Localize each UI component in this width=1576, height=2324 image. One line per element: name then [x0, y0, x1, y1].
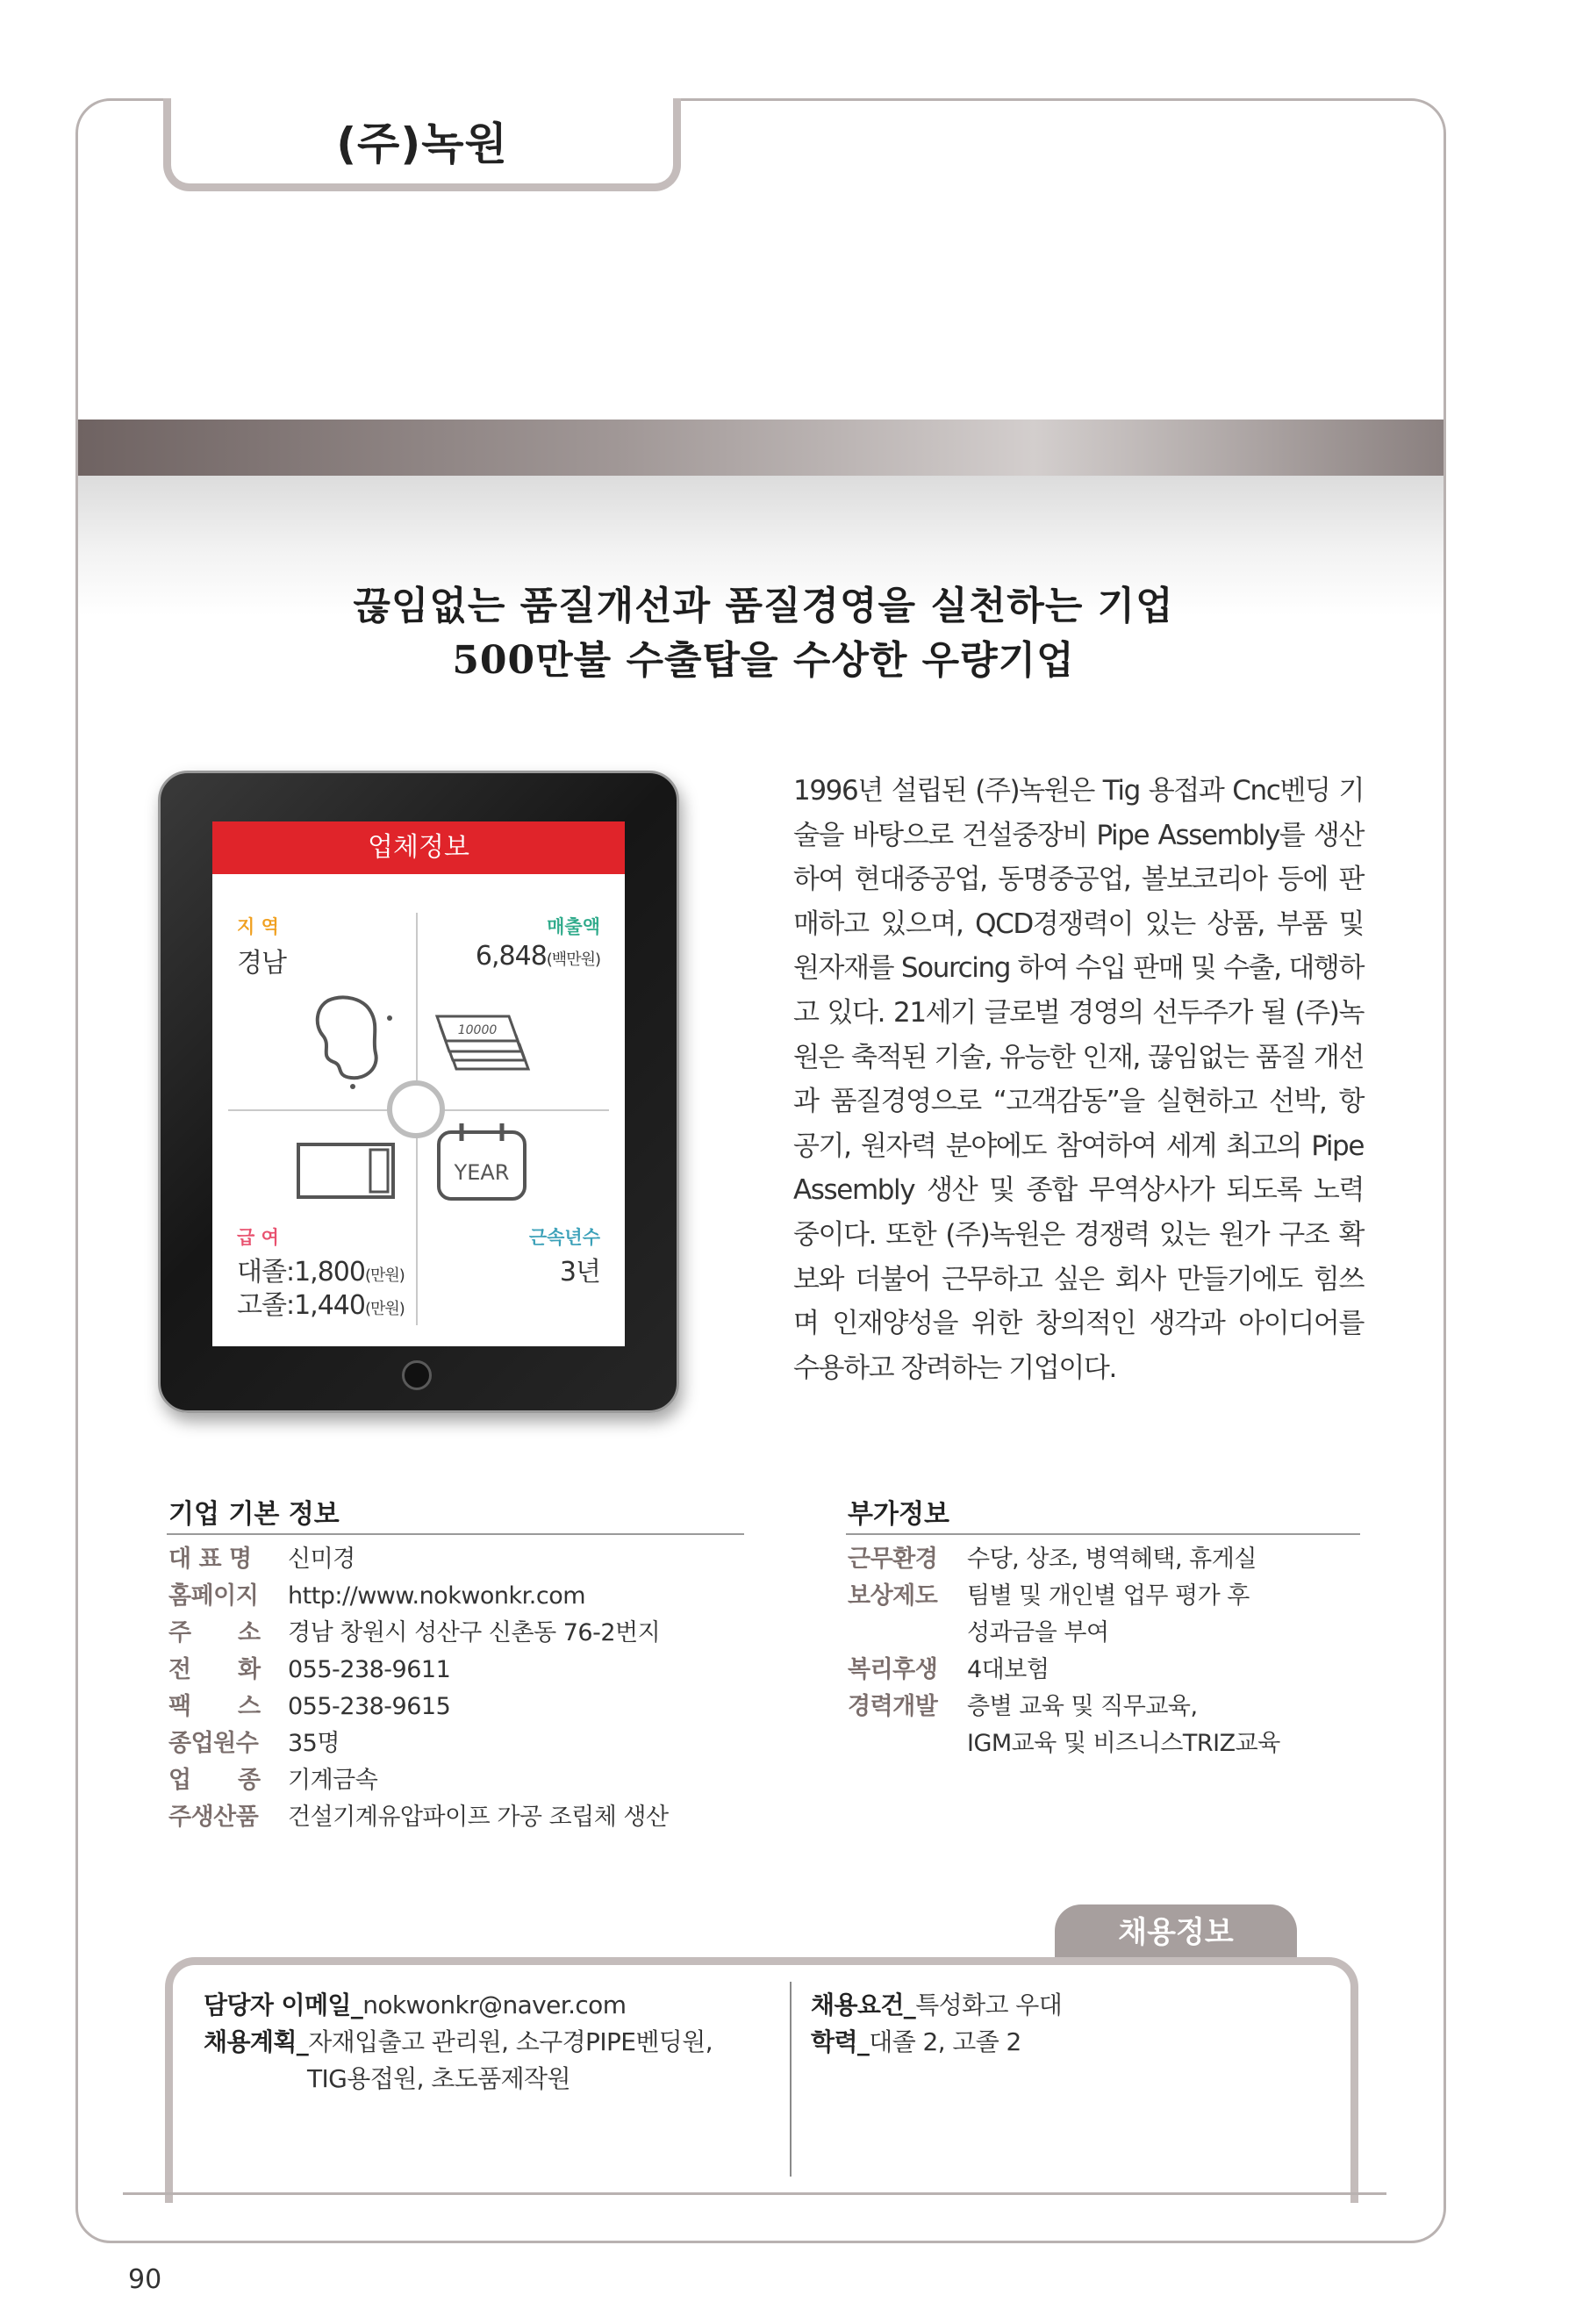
- info-label: 전 화: [168, 1656, 261, 1683]
- company-intro-paragraph: 1996년 설립된 (주)녹원은 Tig 용접과 Cnc벤딩 기술을 바탕으로 건설중장비 Pipe Assembly를 생산하여 현대중공업, 동명중공업, 볼보코리아 등에 판매하고 있으며, QCD경쟁력이 있는 상품, 부품 및 원자재를 Sourcing 하여 수입 판매 및 수출, 대행하고 있다. 21세기 글로벌 경영의 선두주가 될 (주)녹원은 축적된 기술, 유능한 인재, 끊임없는 품질 개선과 품질경영으로 “고객감동”을 실현하고 선박, 항공기, 원자력 분야에도 참여하여 세계 최고의 Pipe Assembly 생산 및 종합 무역상사가 되도록 노력 중이다. 또한 (주)녹원은 경쟁력 있는 원가 구조 확보와 더불어 근무하고 싶은 회사 만들기에도 힘쓰며 인재양성을 위한 창의적인 생각과 아이디어를 수용하고 장려하는 기업이다.: [793, 775, 1364, 1384]
- page-number: 90: [128, 2264, 162, 2295]
- basic-info-title: 기업 기본 정보: [168, 1499, 340, 1530]
- recruit-email-label: 담당자 이메일_: [204, 1990, 363, 2019]
- sales-unit: (백만원): [546, 950, 600, 969]
- basic-info-row: [168, 1725, 748, 1762]
- info-label: 팩 스: [168, 1693, 261, 1720]
- info-value: 층별 교육 및 직무교육,: [967, 1693, 1198, 1720]
- recruit-plan-row-cont: [204, 2061, 713, 2098]
- info-label: 대 표 명: [168, 1546, 252, 1573]
- salary-college: 대졸:1,800: [237, 1257, 365, 1288]
- extra-info-title: 부가정보: [848, 1499, 949, 1530]
- money-icon-text: 10000: [457, 1023, 498, 1037]
- recruit-condition-label: 채용요건_: [811, 1990, 916, 2019]
- info-value: 성과금을 부여: [967, 1619, 1109, 1646]
- recruit-tab: 채용정보: [1055, 1904, 1297, 1961]
- salary-label: 급 여: [237, 1227, 279, 1248]
- bottom-rule: [123, 2192, 1386, 2195]
- salary-high-unit: (만원): [364, 1300, 405, 1318]
- recruit-edu-row: [811, 2024, 1062, 2061]
- extra-info-row: [848, 1541, 1365, 1578]
- basic-info-row: [168, 1578, 748, 1615]
- company-name: (주)녹원: [336, 118, 508, 169]
- recruit-edu-value: 대졸 2, 고졸 2: [869, 2027, 1021, 2056]
- headline-line-2: 500만불 수출탑을 수상한 우량기업: [452, 638, 1075, 683]
- extra-info-row: [848, 1652, 1365, 1689]
- tenure-value: 3년: [559, 1257, 600, 1288]
- sales-value-line: [421, 941, 600, 972]
- extra-info-row-cont: [848, 1725, 1365, 1762]
- recruit-condition-row: [811, 1987, 1062, 2024]
- sales-value: 6,848: [475, 941, 547, 972]
- tablet-home-button: [402, 1360, 432, 1390]
- recruit-plan-cont: TIG용접원, 초도품제작원: [307, 2064, 570, 2093]
- info-value: 055-238-9611: [288, 1656, 451, 1683]
- info-label: 주생산품: [168, 1804, 259, 1831]
- info-label: 경력개발: [848, 1693, 938, 1720]
- recruit-divider: [790, 1982, 792, 2177]
- basic-info-list: [168, 1541, 748, 1836]
- basic-info-row: [168, 1762, 748, 1799]
- extra-info-row: [848, 1578, 1365, 1615]
- info-value: 경남 창원시 성산구 신촌동 76-2번지: [288, 1619, 661, 1646]
- recruit-plan-row: [204, 2024, 713, 2061]
- info-label: 종업원수: [168, 1730, 259, 1757]
- salary-high-line: [237, 1283, 405, 1322]
- extra-info-list: [848, 1541, 1365, 1762]
- recruit-edu-label: 학력_: [811, 2027, 870, 2056]
- recruit-left: [204, 1987, 713, 2098]
- map-icon: [309, 992, 400, 1090]
- info-label: 보상제도: [848, 1582, 938, 1610]
- tenure-label: 근속년수: [528, 1227, 600, 1248]
- homepage-link[interactable]: http://www.nokwonkr.com: [288, 1582, 586, 1610]
- calendar-icon: [435, 1120, 530, 1204]
- info-value: 팀별 및 개인별 업무 평가 후: [967, 1582, 1250, 1610]
- extra-info-row: [848, 1689, 1365, 1725]
- envelope-icon: [295, 1139, 398, 1202]
- calendar-icon-text: YEAR: [454, 1160, 510, 1185]
- tablet-screen-header: 업체정보: [212, 821, 625, 874]
- info-value: 35명: [288, 1730, 340, 1757]
- extra-info-rule: [846, 1533, 1360, 1535]
- recruit-plan-value: 자재입출고 관리원, 소구경PIPE벤딩원,: [308, 2027, 713, 2056]
- region-value: 경남: [237, 948, 286, 979]
- basic-info-row: [168, 1689, 748, 1725]
- headline-line-1: 끊임없는 품질개선과 품질경영을 실천하는 기업: [353, 584, 1174, 628]
- recruit-email-link[interactable]: nokwonkr@naver.com: [362, 1990, 627, 2019]
- recruit-email-row: [204, 1987, 713, 2024]
- header-band: [78, 420, 1443, 476]
- recruit-plan-label: 채용계획_: [204, 2027, 309, 2056]
- info-value: 신미경: [288, 1546, 355, 1573]
- salary-college-unit: (만원): [364, 1266, 405, 1285]
- info-value: IGM교육 및 비즈니스TRIZ교육: [967, 1730, 1280, 1757]
- money-stack-icon: [432, 1009, 537, 1080]
- info-label: 업 종: [168, 1767, 261, 1794]
- info-value: 수당, 상조, 병역혜택, 휴게실: [967, 1546, 1257, 1573]
- recruit-right: [811, 1987, 1062, 2061]
- info-label: 근무환경: [848, 1546, 938, 1573]
- basic-info-row: [168, 1799, 748, 1836]
- basic-info-row: [168, 1541, 748, 1578]
- info-label: 복리후생: [848, 1656, 938, 1683]
- basic-info-row: [168, 1615, 748, 1652]
- basic-info-row: [168, 1652, 748, 1689]
- info-value: 4대보험: [967, 1656, 1049, 1683]
- extra-info-row-cont: [848, 1615, 1365, 1652]
- info-label: 주 소: [168, 1619, 261, 1646]
- region-label: 지 역: [237, 916, 279, 937]
- info-value: 건설기계유압파이프 가공 조립체 생산: [288, 1804, 669, 1831]
- info-label: 홈페이지: [168, 1582, 259, 1610]
- recruit-condition-value: 특성화고 우대: [915, 1990, 1063, 2019]
- sales-label: 매출액: [547, 916, 600, 937]
- info-value: 기계금속: [288, 1767, 378, 1794]
- basic-info-rule: [167, 1533, 744, 1535]
- salary-high: 고졸:1,440: [237, 1290, 365, 1321]
- info-value: 055-238-9615: [288, 1693, 451, 1720]
